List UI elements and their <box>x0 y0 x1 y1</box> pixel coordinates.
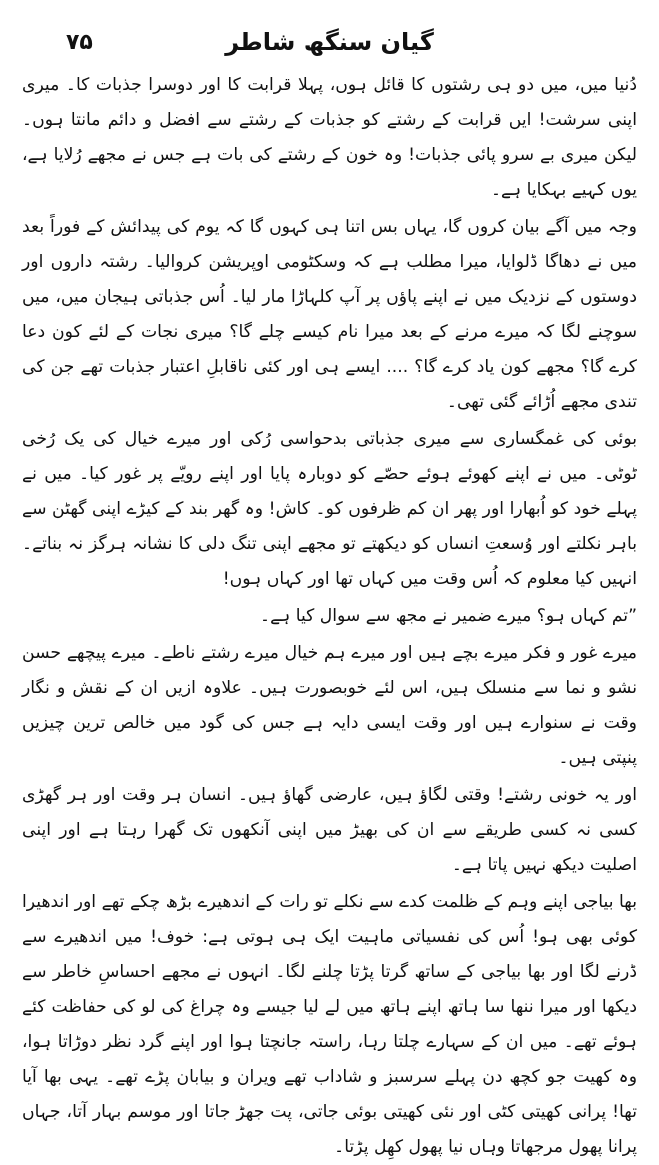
paragraph: بوئی کی غمگساری سے میری جذباتی بدحواسی رُکی اور میرے خیال کی یک رُخی ٹوٹی۔ میں نے اپنے کھوئے ہوئے حصّے کو دوبارہ پایا اور اپنے رویّے پر غور کیا۔ میں نے پہلے خود کو اُبھارا اور پھر ان کم ظرفوں کو۔ کاش! وہ گھر بند کے کیڑے اپنی گھٹن سے باہر نکلتے اور وُسعتِ انساں کو دیکھتے تو مجھے اپنی تنگ دلی کا نشانہ ہرگز نہ بناتے۔ انہیں کیا معلوم کہ اُس وقت میں کہاں تھا اور کہاں ہوں! <box>22 429 637 589</box>
page-number: ۷۵ <box>66 30 93 55</box>
page-header <box>22 28 637 68</box>
paragraph: میرے غور و فکر میرے بچے ہیں اور میرے ہم خیال میرے رشتے ناطے۔ میرے پیچھے حسن نشو و نما سے منسلک ہیں، اس لئے خوبصورت ہیں۔ علاوہ ازیں ان کے نقش و نگار وقت نے سنوارے ہیں اور وقت ایسی دایہ ہے جس کی گود میں خالص ترین چیزیں پنپتی ہیں۔ <box>22 643 637 768</box>
paragraph: بھا بیاجی اپنے وہم کے ظلمت کدے سے نکلے تو رات کے اندھیرے بڑھ چکے تھے اور اندھیرا کوئی بھی ہو! اُس کی نفسیاتی ماہیت ایک ہی ہوتی ہے: خوف! میں اندھیرے سے ڈرنے لگا اور بھا بیاجی کے ساتھ گرتا پڑتا چلنے لگا۔ انہوں نے مجھے احساسِ خاطر سے دیکھا اور میرا ننھا سا ہاتھ اپنے ہاتھ میں لے لیا جیسے وہ چراغ کی لو کی حفاظت کئے ہوئے تھے۔ میں ان کے سہارے چلتا رہا، راستہ جانچتا ہوا اور اپنے گرد نظر دوڑاتا ہوا، وہ کھیت جو کچھ دن پہلے سرسبز و شاداب تھے ویران و بیابان پڑے تھے۔ یہی بھا آیا تھا! پرانی کھیتی کٹی اور نئی کھیتی بوئی جاتی، پت جھڑ جاتا اور موسم بہار آتا، جہاں پرانا پھول مرجھاتا وہاں نیا پھول کھِل پڑتا۔ <box>22 892 637 1157</box>
paragraph: دُنیا میں، میں دو ہی رشتوں کا قائل ہوں، پہلا قرابت کا اور دوسرا جذبات کا۔ میری اپنی سرشت! ایں قرابت کے رشتے کو جذبات کے رشتے سے افضل و دائم مانتا ہوں۔ لیکن میری بے سرو پائی جذبات! وہ خون کے رشتے کی بات ہے جس نے مجھے رُلایا ہے، یوں کہیے بہکایا ہے۔ <box>22 75 637 200</box>
body-text <box>22 68 637 1165</box>
paragraph: ”تم کہاں ہو؟ میرے ضمیر نے مجھ سے سوال کیا ہے۔ <box>260 606 637 626</box>
paragraph: اور یہ خونی رشتے! وقتی لگاؤ ہیں، عارضی گھاؤ ہیں۔ انسان ہر وقت اور ہر گھڑی کسی نہ کسی طریقے سے ان کی بھیڑ میں اپنی آنکھوں تک گھرا رہتا ہے اور اپنی اصلیت دیکھ نہیں پاتا ہے۔ <box>22 785 637 875</box>
paragraph: وجہ میں آگے بیان کروں گا، یہاں بس اتنا ہی کہوں گا کہ یوم کی پیدائش کے فوراً بعد میں نے دھاگا ڈلوایا، میرا مطلب ہے کہ وسکٹومی اوپریشن کروالیا۔ رشتہ داروں اور دوستوں کے نزدیک میں نے اپنے پاؤں پر آپ کلہاڑا مار لیا۔ اُس جذباتی ہیجان میں، میں سوچنے لگا کہ میرے مرنے کے بعد میرا نام کیسے چلے گا؟ میری نجات کے لئے کون دعا کرے گا؟ مجھے کون یاد کرے گا؟ .... ایسے ہی اور کئی ناقابلِ اعتبار جذبات تھے جن کی تندی مجھے اُڑائے گئی تھی۔ <box>22 217 637 412</box>
running-title: گیان سنگھ شاطر <box>225 28 434 56</box>
